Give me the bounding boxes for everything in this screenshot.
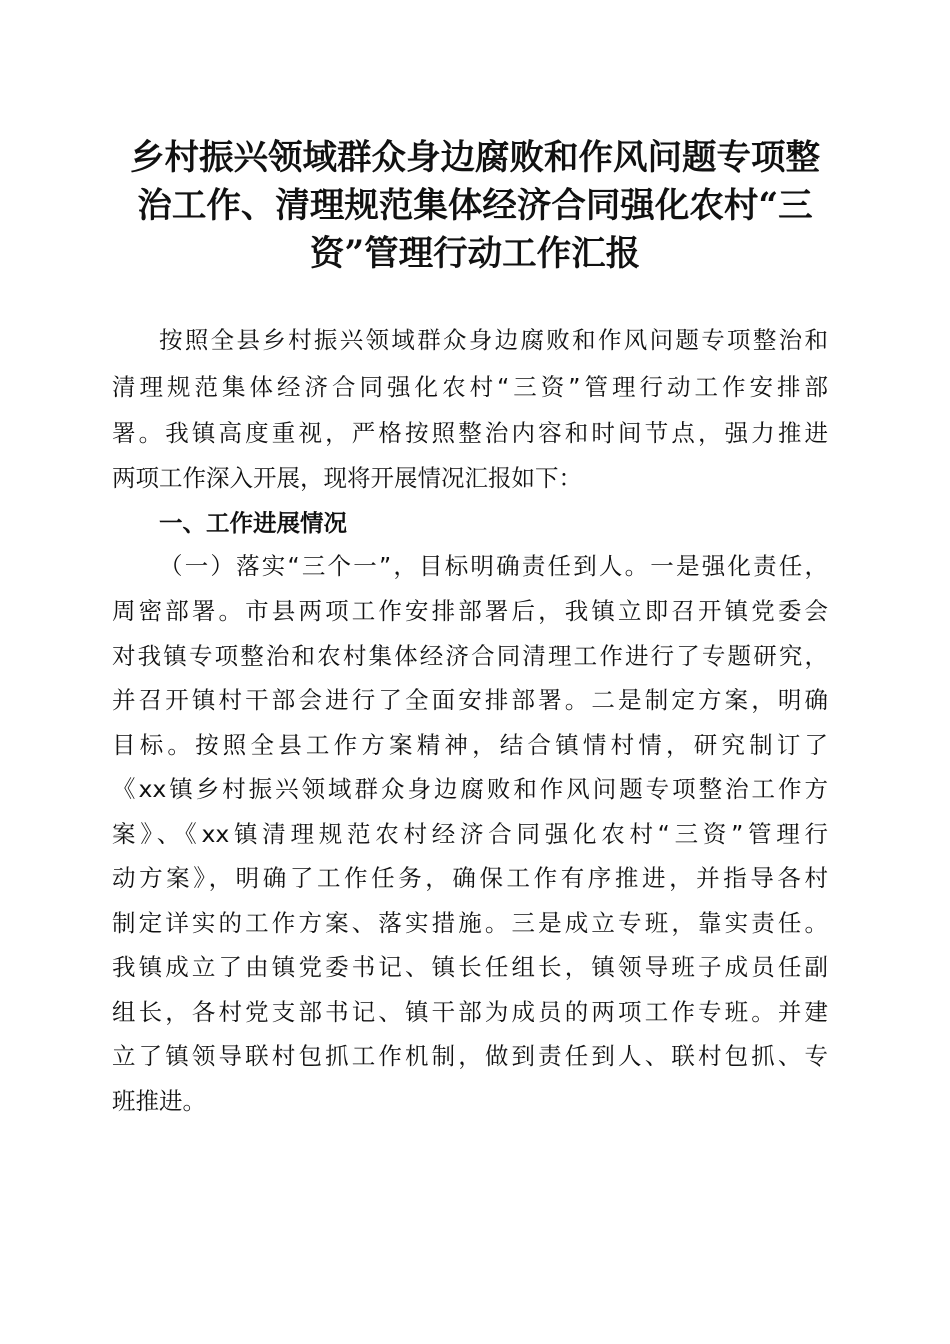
section-line-7: 案》、《xx镇清理规范农村经济合同强化农村“三资”管理行 <box>112 820 828 848</box>
intro-line-4: 两项工作深入开展，现将开展情况汇报如下： <box>112 464 582 492</box>
section-line-1: （一）落实“三个一”，目标明确责任到人。一是强化责任， <box>159 552 828 580</box>
section-line-2: 周密部署。市县两项工作安排部署后，我镇立即召开镇党委会 <box>112 597 828 625</box>
section-heading: 一、工作进展情况 <box>159 509 347 537</box>
section-line-6: 《xx镇乡村振兴领域群众身边腐败和作风问题专项整治工作方 <box>112 775 828 803</box>
intro-line-3: 署。我镇高度重视，严格按照整治内容和时间节点，强力推进 <box>112 419 828 447</box>
section-line-4: 并召开镇村干部会进行了全面安排部署。二是制定方案，明确 <box>112 686 828 714</box>
section-line-3: 对我镇专项整治和农村集体经济合同清理工作进行了专题研究， <box>112 642 828 670</box>
title-line-1: 乡村振兴领域群众身边腐败和作风问题专项整 <box>130 138 820 178</box>
title-line-3: 资”管理行动工作汇报 <box>309 234 641 274</box>
title-line-2: 治工作、清理规范集体经济合同强化农村“三 <box>137 186 813 226</box>
section-line-12: 立了镇领导联村包抓工作机制，做到责任到人、联村包抓、专 <box>112 1042 828 1070</box>
section-line-5: 目标。按照全县工作方案精神，结合镇情村情，研究制订了 <box>112 731 828 759</box>
section-line-9: 制定详实的工作方案、落实措施。三是成立专班，靠实责任。 <box>112 909 828 937</box>
intro-line-2: 清理规范集体经济合同强化农村“三资”管理行动工作安排部 <box>112 373 828 401</box>
section-line-11: 组长，各村党支部书记、镇干部为成员的两项工作专班。并建 <box>112 998 828 1026</box>
document-title <box>100 134 850 278</box>
section-line-13: 班推进。 <box>112 1087 206 1115</box>
section-line-8: 动方案》，明确了工作任务，确保工作有序推进，并指导各村 <box>112 864 828 892</box>
section-line-10: 我镇成立了由镇党委书记、镇长任组长，镇领导班子成员任副 <box>112 953 828 981</box>
intro-line-1: 按照全县乡村振兴领域群众身边腐败和作风问题专项整治和 <box>159 326 828 354</box>
